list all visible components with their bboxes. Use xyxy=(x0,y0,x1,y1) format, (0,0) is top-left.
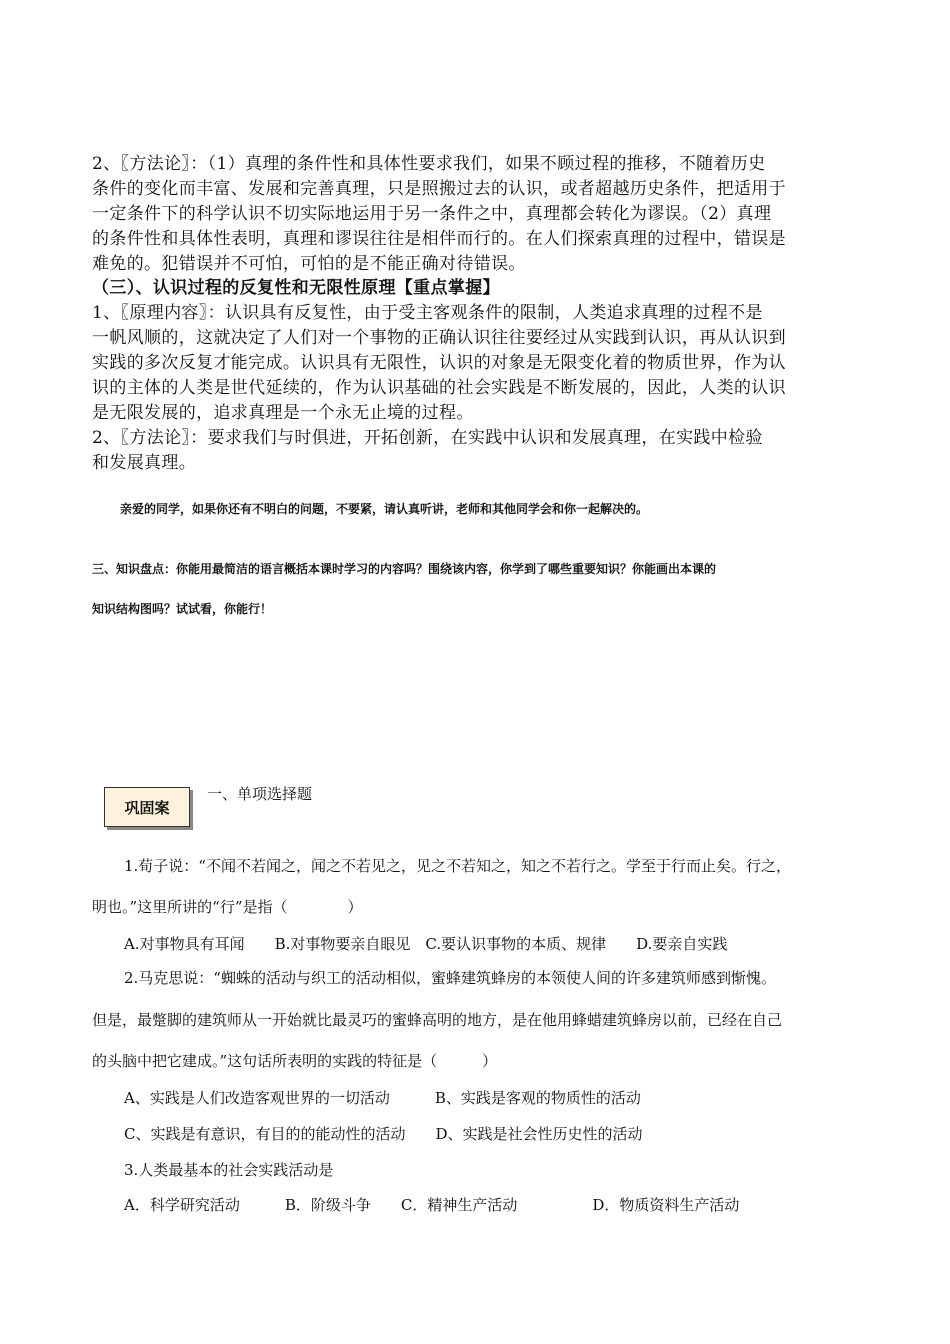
method-line-2: 条件的变化而丰富、发展和完善真理，只是照搬过去的认识，或者超越历史条件，把适用于 xyxy=(92,179,786,199)
method-line-3: 一定条件下的科学认识不切实际地运用于另一条件之中，真理都会转化为谬误。（2）真理 xyxy=(92,204,772,224)
question-3-options: A．科学研究活动 B．阶级斗争 C．精神生产活动 D．物质资料生产活动 xyxy=(124,1196,740,1214)
question-2-options-ab: A、实践是人们改造客观世界的一切活动 B、实践是客观的物质性的活动 xyxy=(124,1089,641,1107)
principle-method-line-2: 和发展真理。 xyxy=(92,453,197,473)
single-choice-title: 一、单项选择题 xyxy=(207,785,313,803)
question-1-stem-2: 明也。”这里所讲的“行”是指（ ） xyxy=(92,898,363,916)
consolidation-box-label: 巩固案 xyxy=(104,787,190,827)
encouragement-note: 亲爱的同学，如果你还有不明白的问题，不要紧，请认真听讲，老师和其他同学会和你一起解决的。 xyxy=(120,502,649,516)
section-three-heading: （三）、认识过程的反复性和无限性原理【重点掌握】 xyxy=(92,278,500,298)
question-1-options: A.对事物具有耳闻 B.对事物要亲自眼见 C.要认识事物的本质、规律 D.要亲自实践 xyxy=(124,935,728,953)
question-1-stem-1: 1.荀子说：“不闻不若闻之，闻之不若见之，见之不若知之，知之不若行之。学至于行而止矣。行之， xyxy=(124,857,791,875)
knowledge-review-line-2: 知识结构图吗？试试看，你能行！ xyxy=(92,602,273,616)
question-2-options-cd: C、实践是有意识，有目的的能动性的活动 D、实践是社会性历史性的活动 xyxy=(124,1125,643,1143)
question-3-stem: 3.人类最基本的社会实践活动是 xyxy=(124,1161,334,1179)
question-2-stem-2: 但是，最蹩脚的建筑师从一开始就比最灵巧的蜜蜂高明的地方，是在他用蜂蜡建筑蜂房以前，已经在自己 xyxy=(92,1011,783,1029)
method-line-1: 2、〖方法论〗：（1）真理的条件性和具体性要求我们，如果不顾过程的推移，不随着历史 xyxy=(92,154,766,174)
method-line-5: 难免的。犯错误并不可怕，可怕的是不能正确对待错误。 xyxy=(92,254,526,274)
principle-line-4: 识的主体的人类是世代延续的，作为认识基础的社会实践是不断发展的，因此，人类的认识 xyxy=(92,378,786,398)
question-2-stem-1: 2.马克思说：“蜘蛛的活动与织工的活动相似，蜜蜂建筑蜂房的本领使人间的许多建筑师感到惭愧。 xyxy=(124,969,776,987)
principle-line-3: 实践的多次反复才能完成。认识具有无限性，认识的对象是无限变化着的物质世界，作为认 xyxy=(92,353,786,373)
principle-line-5: 是无限发展的，追求真理是一个永无止境的过程。 xyxy=(92,403,474,423)
principle-line-2: 一帆风顺的，这就决定了人们对一个事物的正确认识往往要经过从实践到认识，再从认识到 xyxy=(92,328,786,348)
principle-line-1: 1、〖原理内容〗：认识具有反复性，由于受主客观条件的限制，人类追求真理的过程不是 xyxy=(92,303,763,323)
question-2-stem-3: 的头脑中把它建成。”这句话所表明的实践的特征是（ ） xyxy=(92,1052,498,1070)
principle-method-line-1: 2、〖方法论〗：要求我们与时俱进，开拓创新，在实践中认识和发展真理，在实践中检验 xyxy=(92,428,763,448)
knowledge-review-line-1: 三、知识盘点：你能用最简洁的语言概括本课时学习的内容吗？围绕该内容，你学到了哪些重要知识？你能画出本课的 xyxy=(92,562,717,576)
method-line-4: 的条件性和具体性表明，真理和谬误往往是相伴而行的。在人们探索真理的过程中，错误是 xyxy=(92,229,786,249)
